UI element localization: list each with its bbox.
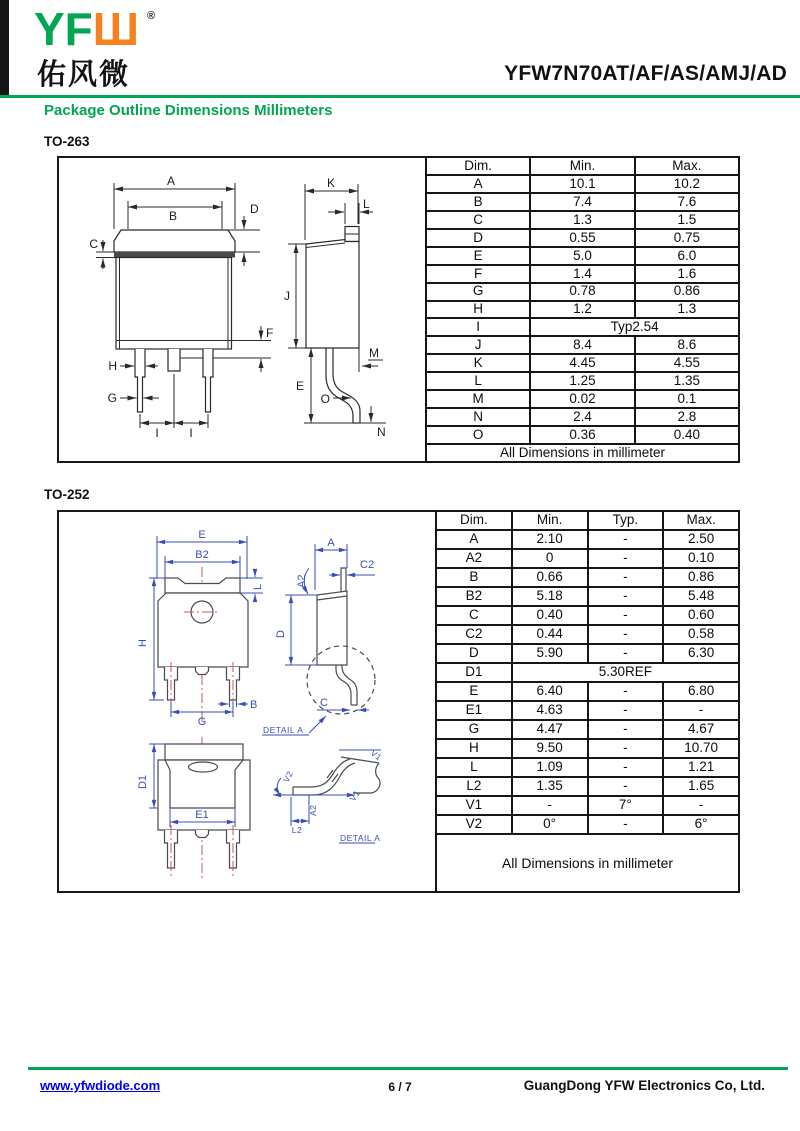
table-cell: -: [588, 739, 664, 758]
dim-label: A: [166, 174, 176, 188]
table-cell: 0.44: [512, 625, 588, 644]
table-cell: 2.50: [663, 530, 739, 549]
table-row: [426, 247, 739, 265]
table-cell: 2.8: [635, 408, 739, 426]
table-row: [436, 549, 739, 568]
table-cell: -: [588, 625, 664, 644]
table-cell: 0.55: [530, 229, 634, 247]
dim-label: E: [295, 379, 304, 393]
table-cell: Dim.: [436, 511, 512, 530]
table-cell: 0.02: [530, 390, 634, 408]
table-cell: 1.6: [635, 265, 739, 283]
logo-chinese-text: 佑风微: [37, 59, 131, 91]
detail-a-callout: DETAIL A: [263, 725, 304, 735]
table-cell: 8.6: [635, 336, 739, 354]
table-cell: -: [588, 644, 664, 663]
page-title: Package Outline Dimensions Millimeters: [44, 102, 333, 119]
dim-label: I: [155, 426, 159, 440]
table-cell: J: [426, 336, 530, 354]
table-cell: Min.: [512, 511, 588, 530]
table-cell: D1: [436, 663, 512, 682]
table-cell: 6.80: [663, 682, 739, 701]
table-cell: 5.30REF: [512, 663, 739, 682]
table-row: [436, 758, 739, 777]
table-cell: Min.: [530, 157, 634, 175]
table-row: [436, 644, 739, 663]
table-cell: 0.40: [512, 606, 588, 625]
table-cell: -: [588, 549, 664, 568]
table-cell: 9.50: [512, 739, 588, 758]
table-cell: Max.: [635, 157, 739, 175]
table-cell: N: [426, 408, 530, 426]
table-cell: -: [663, 796, 739, 815]
table-row: [436, 720, 739, 739]
table-row: [436, 815, 739, 834]
table-row: [436, 796, 739, 815]
dim-label: D1: [137, 774, 149, 790]
dim-label: D: [250, 202, 259, 216]
table-cell: 0: [512, 549, 588, 568]
table-cell: 0.1: [635, 390, 739, 408]
dim-label: B: [250, 699, 258, 711]
table-row: [426, 408, 739, 426]
dim-label: O: [320, 392, 330, 406]
table-cell: 5.0: [530, 247, 634, 265]
table-row: [436, 777, 739, 796]
table-cell: 10.2: [635, 175, 739, 193]
table-cell: 5.18: [512, 587, 588, 606]
table-row: [426, 336, 739, 354]
table-cell: 7.6: [635, 193, 739, 211]
table-cell: -: [663, 701, 739, 720]
table-cell: 4.55: [635, 354, 739, 372]
dim-label: A2: [296, 574, 308, 588]
dim-label: B: [168, 209, 178, 223]
table-row: [426, 318, 739, 336]
table-cell: 10.1: [530, 175, 634, 193]
dim-label: G: [107, 391, 117, 405]
dim-label: L2: [291, 825, 303, 835]
dim-label: C2: [360, 559, 375, 571]
dim-label: H: [137, 639, 149, 647]
table-cell: 6°: [663, 815, 739, 834]
table-cell: 4.47: [512, 720, 588, 739]
to263-label: TO-263: [44, 134, 90, 149]
company-name: GuangDong YFW Electronics Co, Ltd.: [523, 1078, 765, 1093]
table-cell: L: [426, 372, 530, 390]
table-row: [426, 283, 739, 301]
table-cell: -: [588, 720, 664, 739]
table-cell: 0.36: [530, 426, 634, 444]
table-cell: 6.0: [635, 247, 739, 265]
table-row: [436, 682, 739, 701]
table-cell: E: [436, 682, 512, 701]
table-cell: 4.45: [530, 354, 634, 372]
table-cell: -: [588, 587, 664, 606]
dim-label: F: [266, 326, 274, 340]
table-cell: A2: [436, 549, 512, 568]
table-row: [426, 193, 739, 211]
logo-text-green: YF: [34, 3, 93, 55]
table-cell: 0.10: [663, 549, 739, 568]
dim-label: A2: [308, 804, 318, 816]
logo-text-orange: Ш: [92, 3, 140, 55]
to252-outline-drawing: [57, 510, 435, 893]
dim-label: B2: [195, 549, 209, 561]
table-row: [426, 390, 739, 408]
table-cell: -: [588, 682, 664, 701]
table-cell: 1.09: [512, 758, 588, 777]
table-cell: E: [426, 247, 530, 265]
dim-label: L: [252, 583, 264, 590]
table-row: [436, 663, 739, 682]
table-cell: 6.30: [663, 644, 739, 663]
table-cell: -: [512, 796, 588, 815]
dim-label: C: [89, 237, 98, 251]
website-link[interactable]: www.yfwdiode.com: [40, 1078, 161, 1093]
table-cell: M: [426, 390, 530, 408]
detail-a-label: DETAIL A: [340, 833, 381, 843]
table-cell: 10.70: [663, 739, 739, 758]
table-cell: V2: [436, 815, 512, 834]
table-cell: B2: [436, 587, 512, 606]
table-cell: 0.66: [512, 568, 588, 587]
table-cell: 1.3: [635, 301, 739, 319]
table-row: [436, 606, 739, 625]
to252-table: [435, 510, 740, 893]
dim-label: I: [189, 426, 193, 440]
table-cell: -: [588, 606, 664, 625]
dim-label: V1: [347, 788, 363, 804]
table-cell: 4.63: [512, 701, 588, 720]
table-row: [436, 587, 739, 606]
scan-edge-artifact: [0, 0, 9, 96]
table-cell: 2.10: [512, 530, 588, 549]
table-cell: H: [426, 301, 530, 319]
table-cell: -: [588, 568, 664, 587]
table-cell: 1.35: [635, 372, 739, 390]
table-cell: L: [436, 758, 512, 777]
to252-label: TO-252: [44, 487, 90, 502]
table-row: [426, 229, 739, 247]
table-cell: C: [436, 606, 512, 625]
table-cell: B: [426, 193, 530, 211]
table-row: [426, 301, 739, 319]
table-cell: 0.58: [663, 625, 739, 644]
to263-outline-drawing: [57, 156, 425, 463]
table-cell: Typ.: [588, 511, 664, 530]
dim-label: H: [108, 359, 117, 373]
table-cell: F: [426, 265, 530, 283]
table-cell: D: [436, 644, 512, 663]
table-cell: A: [426, 175, 530, 193]
table-cell: 7.4: [530, 193, 634, 211]
table-cell: Max.: [663, 511, 739, 530]
table-cell: -: [588, 530, 664, 549]
dim-label: N: [377, 425, 386, 439]
table-cell: 1.2: [530, 301, 634, 319]
table-header-row: [436, 511, 739, 530]
table-cell: 1.3: [530, 211, 634, 229]
table-cell: L2: [436, 777, 512, 796]
table-cell: I: [426, 318, 530, 336]
table-cell: 1.35: [512, 777, 588, 796]
table-cell: H: [436, 739, 512, 758]
table-cell: 1.21: [663, 758, 739, 777]
table-cell: 0.60: [663, 606, 739, 625]
dim-label: M: [369, 346, 379, 360]
footer-divider: [28, 1067, 788, 1070]
table-cell: B: [436, 568, 512, 587]
table-cell: E1: [436, 701, 512, 720]
dim-label: V2: [280, 769, 296, 784]
table-cell: V1: [436, 796, 512, 815]
table-cell: 2.4: [530, 408, 634, 426]
table-cell: 1.25: [530, 372, 634, 390]
table-cell: G: [426, 283, 530, 301]
table-cell: Typ2.54: [530, 318, 739, 336]
table-cell: All Dimensions in millimeter: [436, 834, 739, 892]
table-row: [426, 354, 739, 372]
dim-label: J: [284, 289, 290, 303]
dim-label: V1: [368, 747, 384, 763]
dim-label: C: [320, 697, 328, 709]
table-cell: -: [588, 701, 664, 720]
table-cell: All Dimensions in millimeter: [426, 444, 739, 462]
table-row: [436, 568, 739, 587]
table-row: [426, 372, 739, 390]
table-cell: Dim.: [426, 157, 530, 175]
table-row: [436, 625, 739, 644]
table-cell: 5.90: [512, 644, 588, 663]
table-row: [426, 211, 739, 229]
yfw-logo: [34, 3, 140, 55]
table-cell: 0.40: [635, 426, 739, 444]
table-row: [436, 701, 739, 720]
table-header-row: [426, 157, 739, 175]
table-cell: 0.86: [663, 568, 739, 587]
table-cell: 5.48: [663, 587, 739, 606]
table-cell: 1.65: [663, 777, 739, 796]
to263-table: [425, 156, 740, 463]
table-cell: 0°: [512, 815, 588, 834]
to252-dimension-table: [435, 510, 740, 893]
table-row: [426, 265, 739, 283]
registered-mark-icon: ®: [147, 10, 156, 22]
table-cell: D: [426, 229, 530, 247]
dim-label: L: [363, 197, 370, 211]
table-cell: 1.5: [635, 211, 739, 229]
dim-label: E1: [195, 809, 209, 821]
table-cell: K: [426, 354, 530, 372]
table-cell: 7°: [588, 796, 664, 815]
table-cell: 0.78: [530, 283, 634, 301]
table-cell: C2: [436, 625, 512, 644]
table-cell: 6.40: [512, 682, 588, 701]
table-cell: 8.4: [530, 336, 634, 354]
table-cell: 4.67: [663, 720, 739, 739]
table-cell: O: [426, 426, 530, 444]
page-number: 6 / 7: [388, 1080, 412, 1094]
table-cell: 1.4: [530, 265, 634, 283]
table-row: [426, 426, 739, 444]
dim-label: E: [198, 529, 206, 541]
dim-label: K: [326, 176, 336, 190]
part-number-title: YFW7N70AT/AF/AS/AMJ/AD: [504, 62, 787, 85]
table-footer-row: [436, 834, 739, 892]
table-cell: -: [588, 777, 664, 796]
table-cell: A: [436, 530, 512, 549]
table-cell: 0.75: [635, 229, 739, 247]
table-row: [436, 530, 739, 549]
table-row: [426, 175, 739, 193]
dim-label: D: [275, 630, 287, 638]
dim-label: A: [327, 537, 335, 549]
table-cell: G: [436, 720, 512, 739]
to263-dimension-table: [425, 156, 740, 463]
table-cell: C: [426, 211, 530, 229]
dim-label: G: [197, 716, 207, 728]
table-cell: 0.86: [635, 283, 739, 301]
header-divider: [0, 95, 800, 98]
table-cell: -: [588, 815, 664, 834]
table-footer-row: [426, 444, 739, 462]
table-row: [436, 739, 739, 758]
table-cell: -: [588, 758, 664, 777]
